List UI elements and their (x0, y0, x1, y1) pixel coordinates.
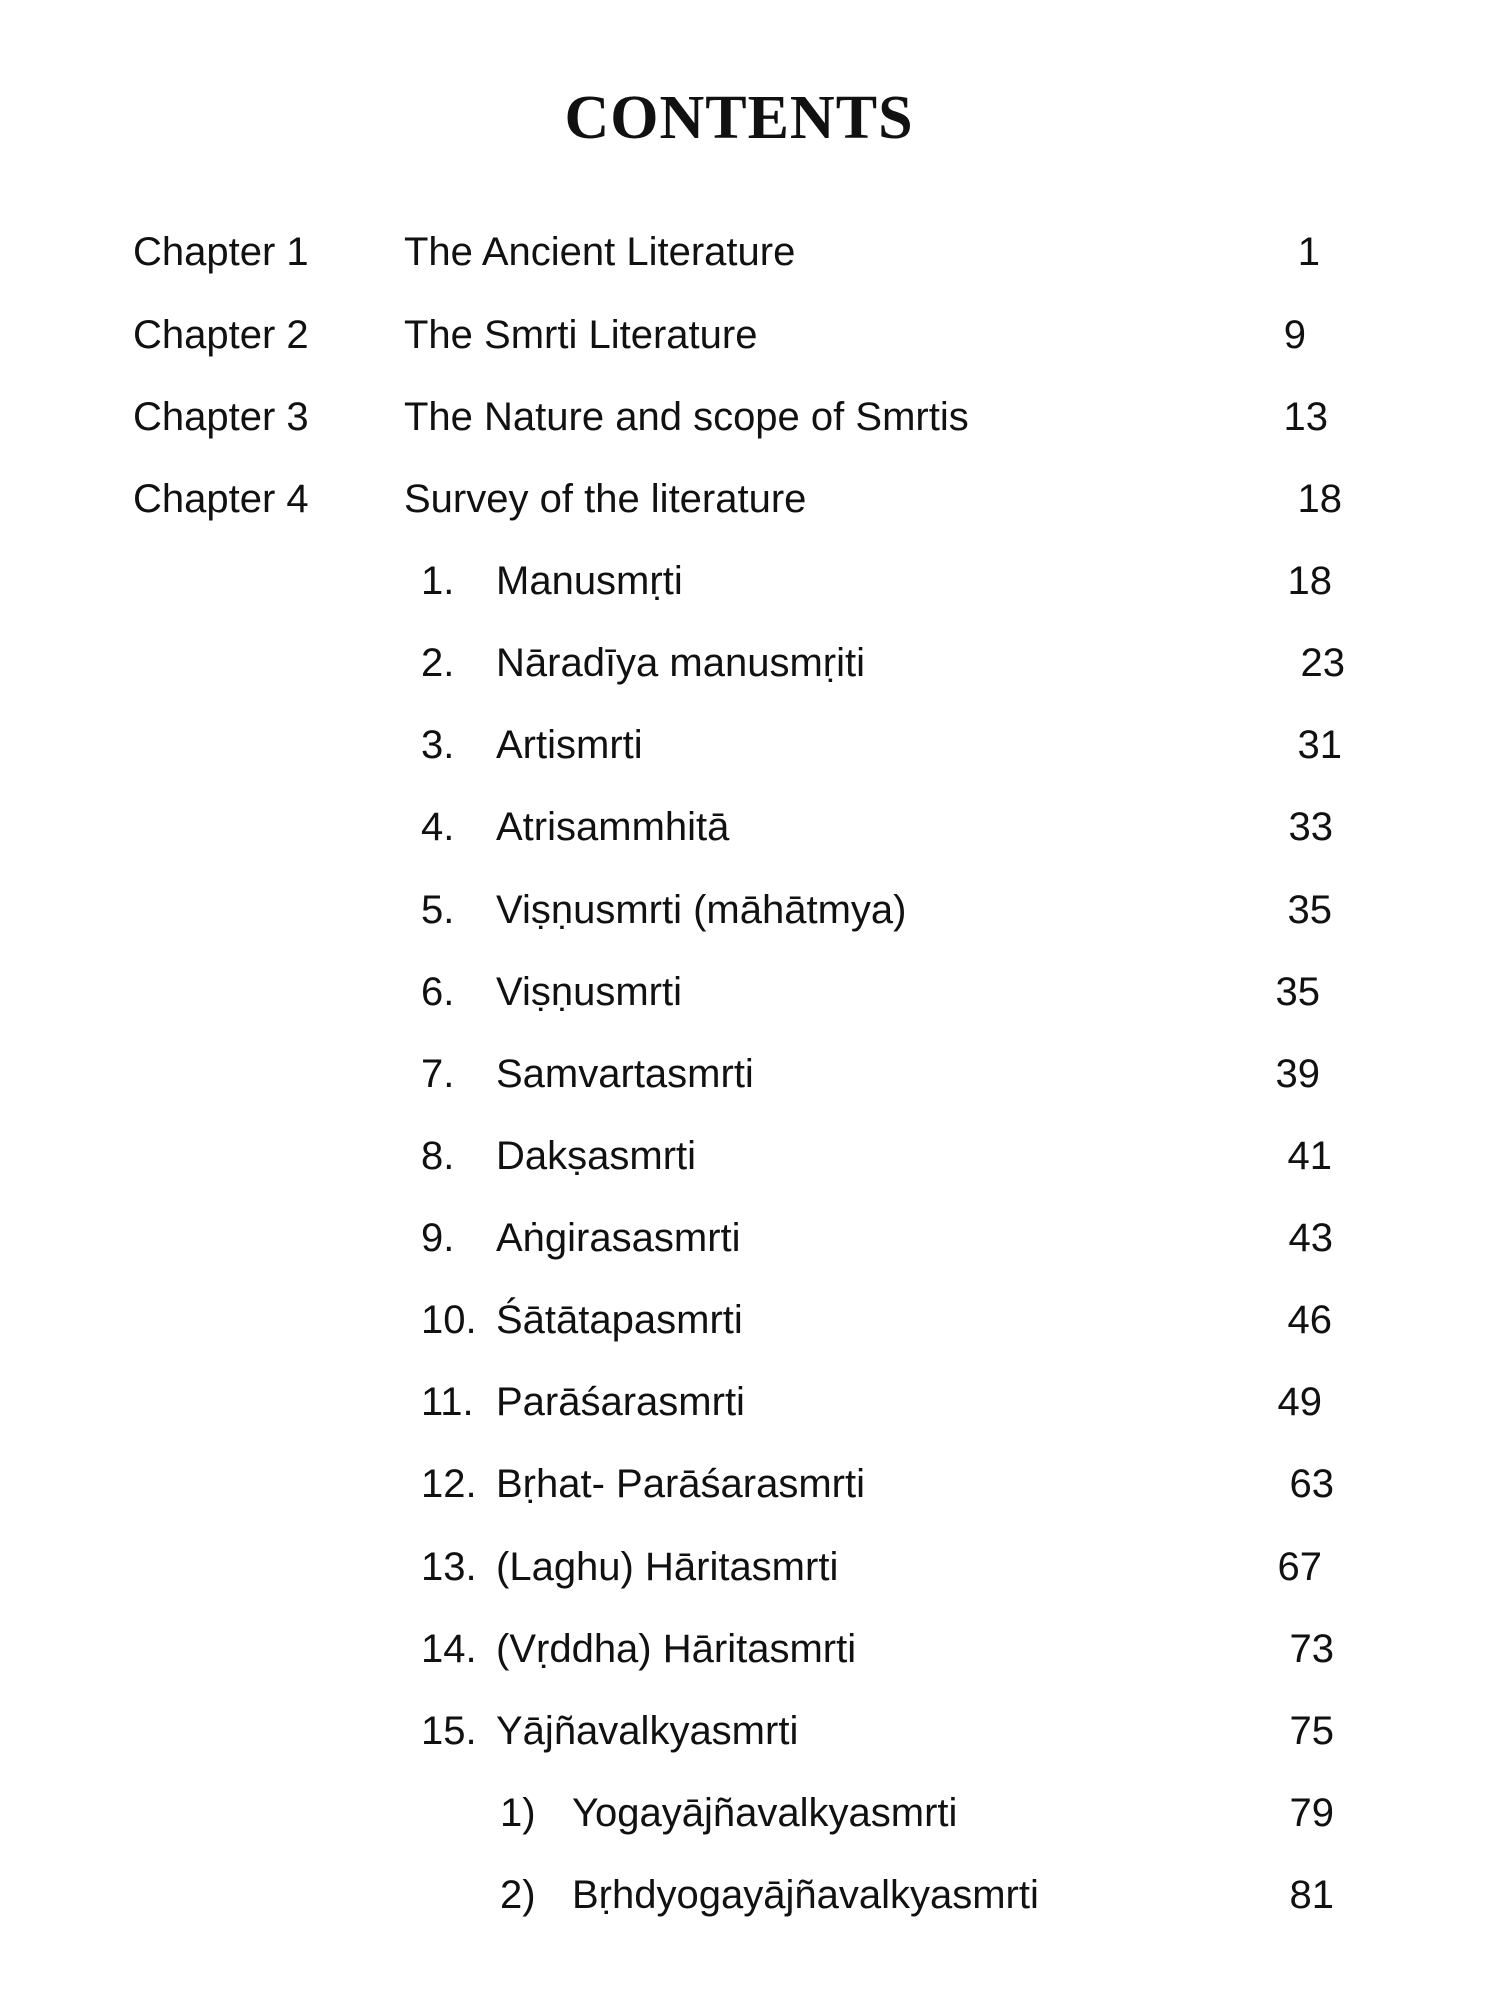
item-title: (Vṛddha) Hāritasmrti (496, 1627, 857, 1671)
toc-chapter-row-1[interactable] (0, 222, 1500, 282)
item-number: 9. (421, 1216, 455, 1260)
toc-chapter-row-2[interactable] (0, 305, 1500, 365)
item-number: 14. (421, 1627, 477, 1671)
page-number: 1 (1297, 230, 1320, 274)
toc-chapter-row-3[interactable] (0, 387, 1500, 447)
page-number: 23 (1300, 641, 1345, 685)
page-number: 73 (1289, 1627, 1334, 1671)
page-number: 33 (1288, 805, 1333, 849)
item-number: 11. (421, 1380, 474, 1424)
item-title: Manusmṛti (496, 559, 683, 603)
chapter-label: Chapter 3 (133, 395, 309, 439)
item-title: (Laghu) Hāritasmrti (496, 1545, 839, 1589)
page-number: 63 (1289, 1462, 1334, 1506)
page-number: 49 (1277, 1380, 1322, 1424)
subitem-number: 1) (500, 1791, 536, 1835)
page-number: 41 (1287, 1134, 1332, 1178)
toc-item-row-10[interactable] (0, 1290, 1500, 1350)
chapter-label: Chapter 1 (133, 230, 309, 274)
item-title: Samvartasmrti (496, 1052, 754, 1096)
toc-item-row-6[interactable] (0, 962, 1500, 1022)
toc-chapter-row-4[interactable] (0, 469, 1500, 529)
toc-item-row-11[interactable] (0, 1372, 1500, 1432)
page-number: 9 (1283, 313, 1306, 357)
toc-item-row-1[interactable] (0, 551, 1500, 611)
page-number: 39 (1275, 1052, 1320, 1096)
chapter-label: Chapter 4 (133, 477, 309, 521)
toc-item-row-5[interactable] (0, 880, 1500, 940)
item-number: 7. (421, 1052, 455, 1096)
toc-subitem-row-1[interactable] (0, 1783, 1500, 1843)
toc-item-row-4[interactable] (0, 797, 1500, 857)
item-number: 6. (421, 970, 455, 1014)
toc-item-row-14[interactable] (0, 1619, 1500, 1679)
toc-item-row-9[interactable] (0, 1208, 1500, 1268)
chapter-title: The Ancient Literature (404, 230, 796, 274)
item-title: Bṛhat- Parāśarasmrti (496, 1462, 865, 1506)
page-number: 18 (1287, 559, 1332, 603)
page-number: 67 (1277, 1545, 1322, 1589)
page-number: 13 (1283, 395, 1328, 439)
item-number: 12. (421, 1462, 477, 1506)
item-title: Nāradīya manusmṛiti (496, 641, 866, 685)
toc-item-row-12[interactable] (0, 1454, 1500, 1514)
toc-item-row-8[interactable] (0, 1126, 1500, 1186)
item-number: 15. (421, 1709, 477, 1753)
page-title: CONTENTS (564, 84, 914, 152)
toc-item-row-13[interactable] (0, 1537, 1500, 1597)
toc-item-row-3[interactable] (0, 715, 1500, 775)
item-number: 5. (421, 888, 455, 932)
chapter-title: The Nature and scope of Smrtis (404, 395, 969, 439)
item-number: 3. (421, 723, 455, 767)
page-number: 79 (1289, 1791, 1334, 1835)
page-number: 81 (1289, 1873, 1334, 1917)
page-number: 35 (1287, 888, 1332, 932)
toc-subitem-row-2[interactable] (0, 1865, 1500, 1925)
page-number: 43 (1288, 1216, 1333, 1260)
subitem-title: Yogayājñavalkyasmrti (572, 1791, 958, 1835)
item-number: 10. (421, 1298, 477, 1342)
page-number: 18 (1297, 477, 1342, 521)
chapter-title: The Smrti Literature (404, 313, 758, 357)
toc-item-row-2[interactable] (0, 633, 1500, 693)
page-number: 35 (1275, 970, 1320, 1014)
item-title: Viṣṇusmrti (māhātmya) (496, 888, 907, 932)
chapter-label: Chapter 2 (133, 313, 309, 357)
item-title: Aṅgirasasmrti (496, 1216, 741, 1260)
item-number: 13. (421, 1545, 477, 1589)
item-number: 1. (421, 559, 455, 603)
subitem-title: Bṛhdyogayājñavalkyasmrti (572, 1873, 1039, 1917)
page-number: 75 (1289, 1709, 1334, 1753)
item-number: 8. (421, 1134, 455, 1178)
item-title: Parāśarasmrti (496, 1380, 745, 1424)
item-number: 2. (421, 641, 455, 685)
page-number: 46 (1287, 1298, 1332, 1342)
chapter-title: Survey of the literature (404, 477, 807, 521)
item-title: Atrisammhitā (496, 805, 730, 849)
item-number: 4. (421, 805, 455, 849)
toc-item-row-7[interactable] (0, 1044, 1500, 1104)
item-title: Yājñavalkyasmrti (496, 1709, 799, 1753)
toc-item-row-15[interactable] (0, 1701, 1500, 1761)
page-number: 31 (1297, 723, 1342, 767)
item-title: Viṣṇusmrti (496, 970, 682, 1014)
subitem-number: 2) (500, 1873, 536, 1917)
item-title: Dakṣasmrti (496, 1134, 697, 1178)
item-title: Artismrti (496, 723, 643, 767)
item-title: Śātātapasmrti (496, 1298, 743, 1342)
